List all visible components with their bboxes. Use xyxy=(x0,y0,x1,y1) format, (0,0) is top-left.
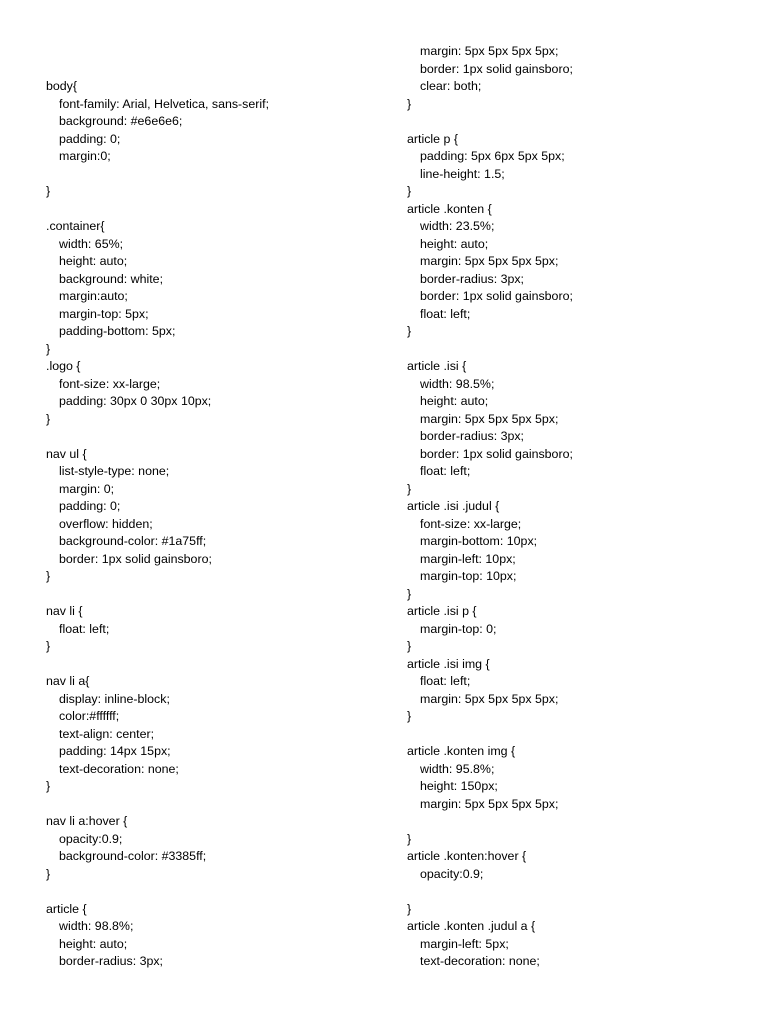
code-line: margin-bottom: 10px; xyxy=(420,534,538,548)
code-line: padding-bottom: 5px; xyxy=(59,324,176,338)
code-line: text-align: center; xyxy=(59,726,155,741)
code-line: margin: 5px 5px 5px 5px; xyxy=(420,254,559,268)
code-line: height: auto; xyxy=(59,254,128,268)
code-line xyxy=(407,883,747,901)
code-line: font-size: xx-large; xyxy=(420,516,522,531)
code-line xyxy=(46,428,376,446)
code-line xyxy=(407,726,747,744)
left-code-column xyxy=(46,78,376,971)
code-line: nav li { xyxy=(46,604,83,618)
code-line: border-radius: 3px; xyxy=(420,429,524,443)
code-line: border: 1px solid gainsboro; xyxy=(420,289,573,303)
code-line: article .isi .judul { xyxy=(407,499,500,513)
code-line: margin:auto; xyxy=(59,289,128,303)
code-line: float: left; xyxy=(59,621,110,636)
code-line: text-decoration: none; xyxy=(59,761,179,776)
code-line: overflow: hidden; xyxy=(59,516,153,531)
code-line: margin-left: 10px; xyxy=(420,551,516,566)
code-line: list-style-type: none; xyxy=(59,464,170,478)
code-line xyxy=(46,201,376,219)
code-line: margin-left: 5px; xyxy=(420,936,509,951)
code-line: padding: 14px 15px; xyxy=(59,744,171,758)
code-line: width: 65%; xyxy=(59,236,124,251)
code-line: } xyxy=(407,831,412,846)
code-line: article .isi p { xyxy=(407,604,477,618)
code-line: .container{ xyxy=(46,219,105,233)
code-line: opacity:0.9; xyxy=(420,866,484,881)
code-line: width: 95.8%; xyxy=(420,761,495,776)
code-line: border: 1px solid gainsboro; xyxy=(59,551,212,566)
code-line: } xyxy=(46,184,51,198)
code-line: margin-top: 10px; xyxy=(420,569,517,583)
code-line: } xyxy=(46,639,51,653)
code-line: width: 98.8%; xyxy=(59,919,134,933)
code-line: width: 23.5%; xyxy=(420,219,495,233)
code-line: background: #e6e6e6; xyxy=(59,114,183,128)
code-line: article .isi { xyxy=(407,359,467,373)
code-line: } xyxy=(46,341,51,356)
code-line xyxy=(46,883,376,901)
code-line: margin: 5px 5px 5px 5px; xyxy=(420,796,559,811)
code-line: float: left; xyxy=(420,464,471,478)
code-line: } xyxy=(407,901,412,916)
code-line: body{ xyxy=(46,79,78,93)
code-line: width: 98.5%; xyxy=(420,376,495,391)
code-line: padding: 0; xyxy=(59,131,121,146)
code-line: .logo { xyxy=(46,359,81,373)
code-line: margin: 0; xyxy=(59,481,115,496)
code-line: margin: 5px 5px 5px 5px; xyxy=(420,411,559,426)
code-line: margin-top: 5px; xyxy=(59,306,149,321)
code-line: background: white; xyxy=(59,271,164,286)
code-line xyxy=(407,813,747,831)
code-line: nav li a:hover { xyxy=(46,814,128,828)
code-line: } xyxy=(407,96,412,111)
code-line: opacity:0.9; xyxy=(59,831,123,846)
code-line: margin:0; xyxy=(59,149,111,163)
code-line xyxy=(46,656,376,674)
code-line: } xyxy=(407,324,412,338)
code-line: height: auto; xyxy=(420,394,489,408)
code-line: float: left; xyxy=(420,674,471,688)
code-line: article p { xyxy=(407,131,458,146)
code-line: padding: 5px 6px 5px 5px; xyxy=(420,149,565,163)
code-line: } xyxy=(46,411,51,426)
code-line: article .konten img { xyxy=(407,744,516,758)
code-line: } xyxy=(46,569,51,583)
code-line: height: 150px; xyxy=(420,779,498,793)
code-line: } xyxy=(407,586,412,601)
code-line: } xyxy=(407,184,412,198)
code-line: padding: 30px 0 30px 10px; xyxy=(59,394,212,408)
code-line: font-family: Arial, Helvetica, sans-serif; xyxy=(59,96,270,111)
code-line: article .konten:hover { xyxy=(407,849,527,863)
code-line: nav ul { xyxy=(46,446,87,461)
code-line: height: auto; xyxy=(420,236,489,251)
code-line xyxy=(46,166,376,184)
code-line: article .isi img { xyxy=(407,656,490,671)
code-line: padding: 0; xyxy=(59,499,121,513)
code-line xyxy=(407,341,747,359)
code-line: border: 1px solid gainsboro; xyxy=(420,61,573,76)
code-line xyxy=(46,796,376,814)
code-line: margin: 5px 5px 5px 5px; xyxy=(420,44,559,58)
code-line: article { xyxy=(46,901,87,916)
code-line: font-size: xx-large; xyxy=(59,376,161,391)
code-line: border-radius: 3px; xyxy=(59,954,163,968)
code-line: background-color: #3385ff; xyxy=(59,849,207,863)
code-line xyxy=(46,586,376,604)
code-line: float: left; xyxy=(420,306,471,321)
right-code-column xyxy=(407,43,747,971)
code-line: } xyxy=(46,866,51,881)
code-line: } xyxy=(407,709,412,723)
code-line: height: auto; xyxy=(59,936,128,951)
code-line: } xyxy=(407,639,412,653)
code-line: } xyxy=(46,779,51,793)
code-line: background-color: #1a75ff; xyxy=(59,534,207,548)
code-line: margin-top: 0; xyxy=(420,621,497,636)
code-line: clear: both; xyxy=(420,79,482,93)
code-line: border: 1px solid gainsboro; xyxy=(420,446,573,461)
code-line: nav li a{ xyxy=(46,674,90,688)
code-line: text-decoration: none; xyxy=(420,954,540,968)
code-line: article .konten .judul a { xyxy=(407,919,536,933)
code-line: margin: 5px 5px 5px 5px; xyxy=(420,691,559,706)
code-line: article .konten { xyxy=(407,201,492,216)
code-line: display: inline-block; xyxy=(59,691,170,706)
code-line: border-radius: 3px; xyxy=(420,271,524,286)
code-line: color:#ffffff; xyxy=(59,709,120,723)
code-line: } xyxy=(407,481,412,496)
code-line xyxy=(407,113,747,131)
code-line: line-height: 1.5; xyxy=(420,166,505,181)
